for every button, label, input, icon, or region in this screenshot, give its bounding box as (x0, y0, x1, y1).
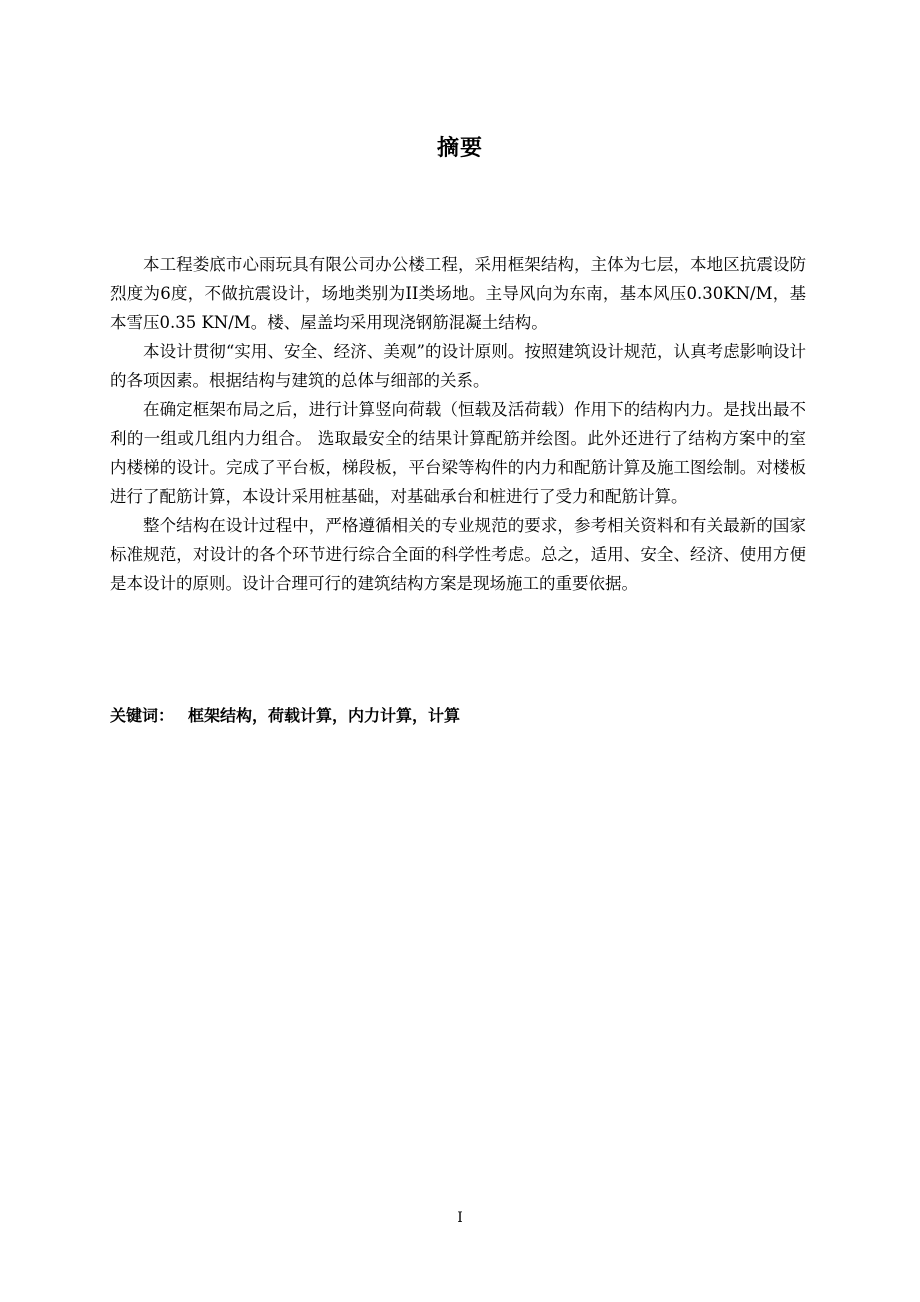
keywords-list: 框架结构，荷载计算，内力计算，计算 (188, 706, 461, 725)
keywords-label: 关键词： (110, 706, 175, 725)
page-number: I (457, 1210, 463, 1226)
abstract-body (110, 250, 806, 598)
abstract-title: 摘要 (436, 136, 483, 161)
abstract-paragraph-4: 整个结构在设计过程中，严格遵循相关的专业规范的要求，参考相关资料和有关最新的国家标准规范，对设计的各个环节进行综合全面的科学性考虑。总之，适用、安全、经济、使用方便是本设计的原则。设计合理可行的建筑结构方案是现场施工的重要依据。 (110, 516, 806, 593)
abstract-paragraph-1: 本工程娄底市心雨玩具有限公司办公楼工程，采用框架结构，主体为七层，本地区抗震设防烈度为6度，不做抗震设计，场地类别为II类场地。主导风向为东南，基本风压0.30KN/M，基本雪压0.35 KN/M。楼、屋盖均采用现浇钢筋混凝土结构。 (110, 255, 806, 332)
abstract-paragraph-3: 在确定框架布局之后，进行计算竖向荷载（恒载及活荷载）作用下的结构内力。是找出最不利的一组或几组内力组合。 选取最安全的结果计算配筋并绘图。此外还进行了结构方案中的室内楼梯的设计。完成了平台板，梯段板，平台梁等构件的内力和配筋计算及施工图绘制。对楼板进行了配筋计算，本设计采用桩基础，对基础承台和桩进行了受力和配筋计算。 (110, 400, 806, 506)
abstract-paragraph-2: 本设计贯彻“实用、安全、经济、美观”的设计原则。按照建筑设计规范，认真考虑影响设计的各项因素。根据结构与建筑的总体与细部的关系。 (110, 342, 806, 390)
keywords-line (110, 702, 806, 730)
